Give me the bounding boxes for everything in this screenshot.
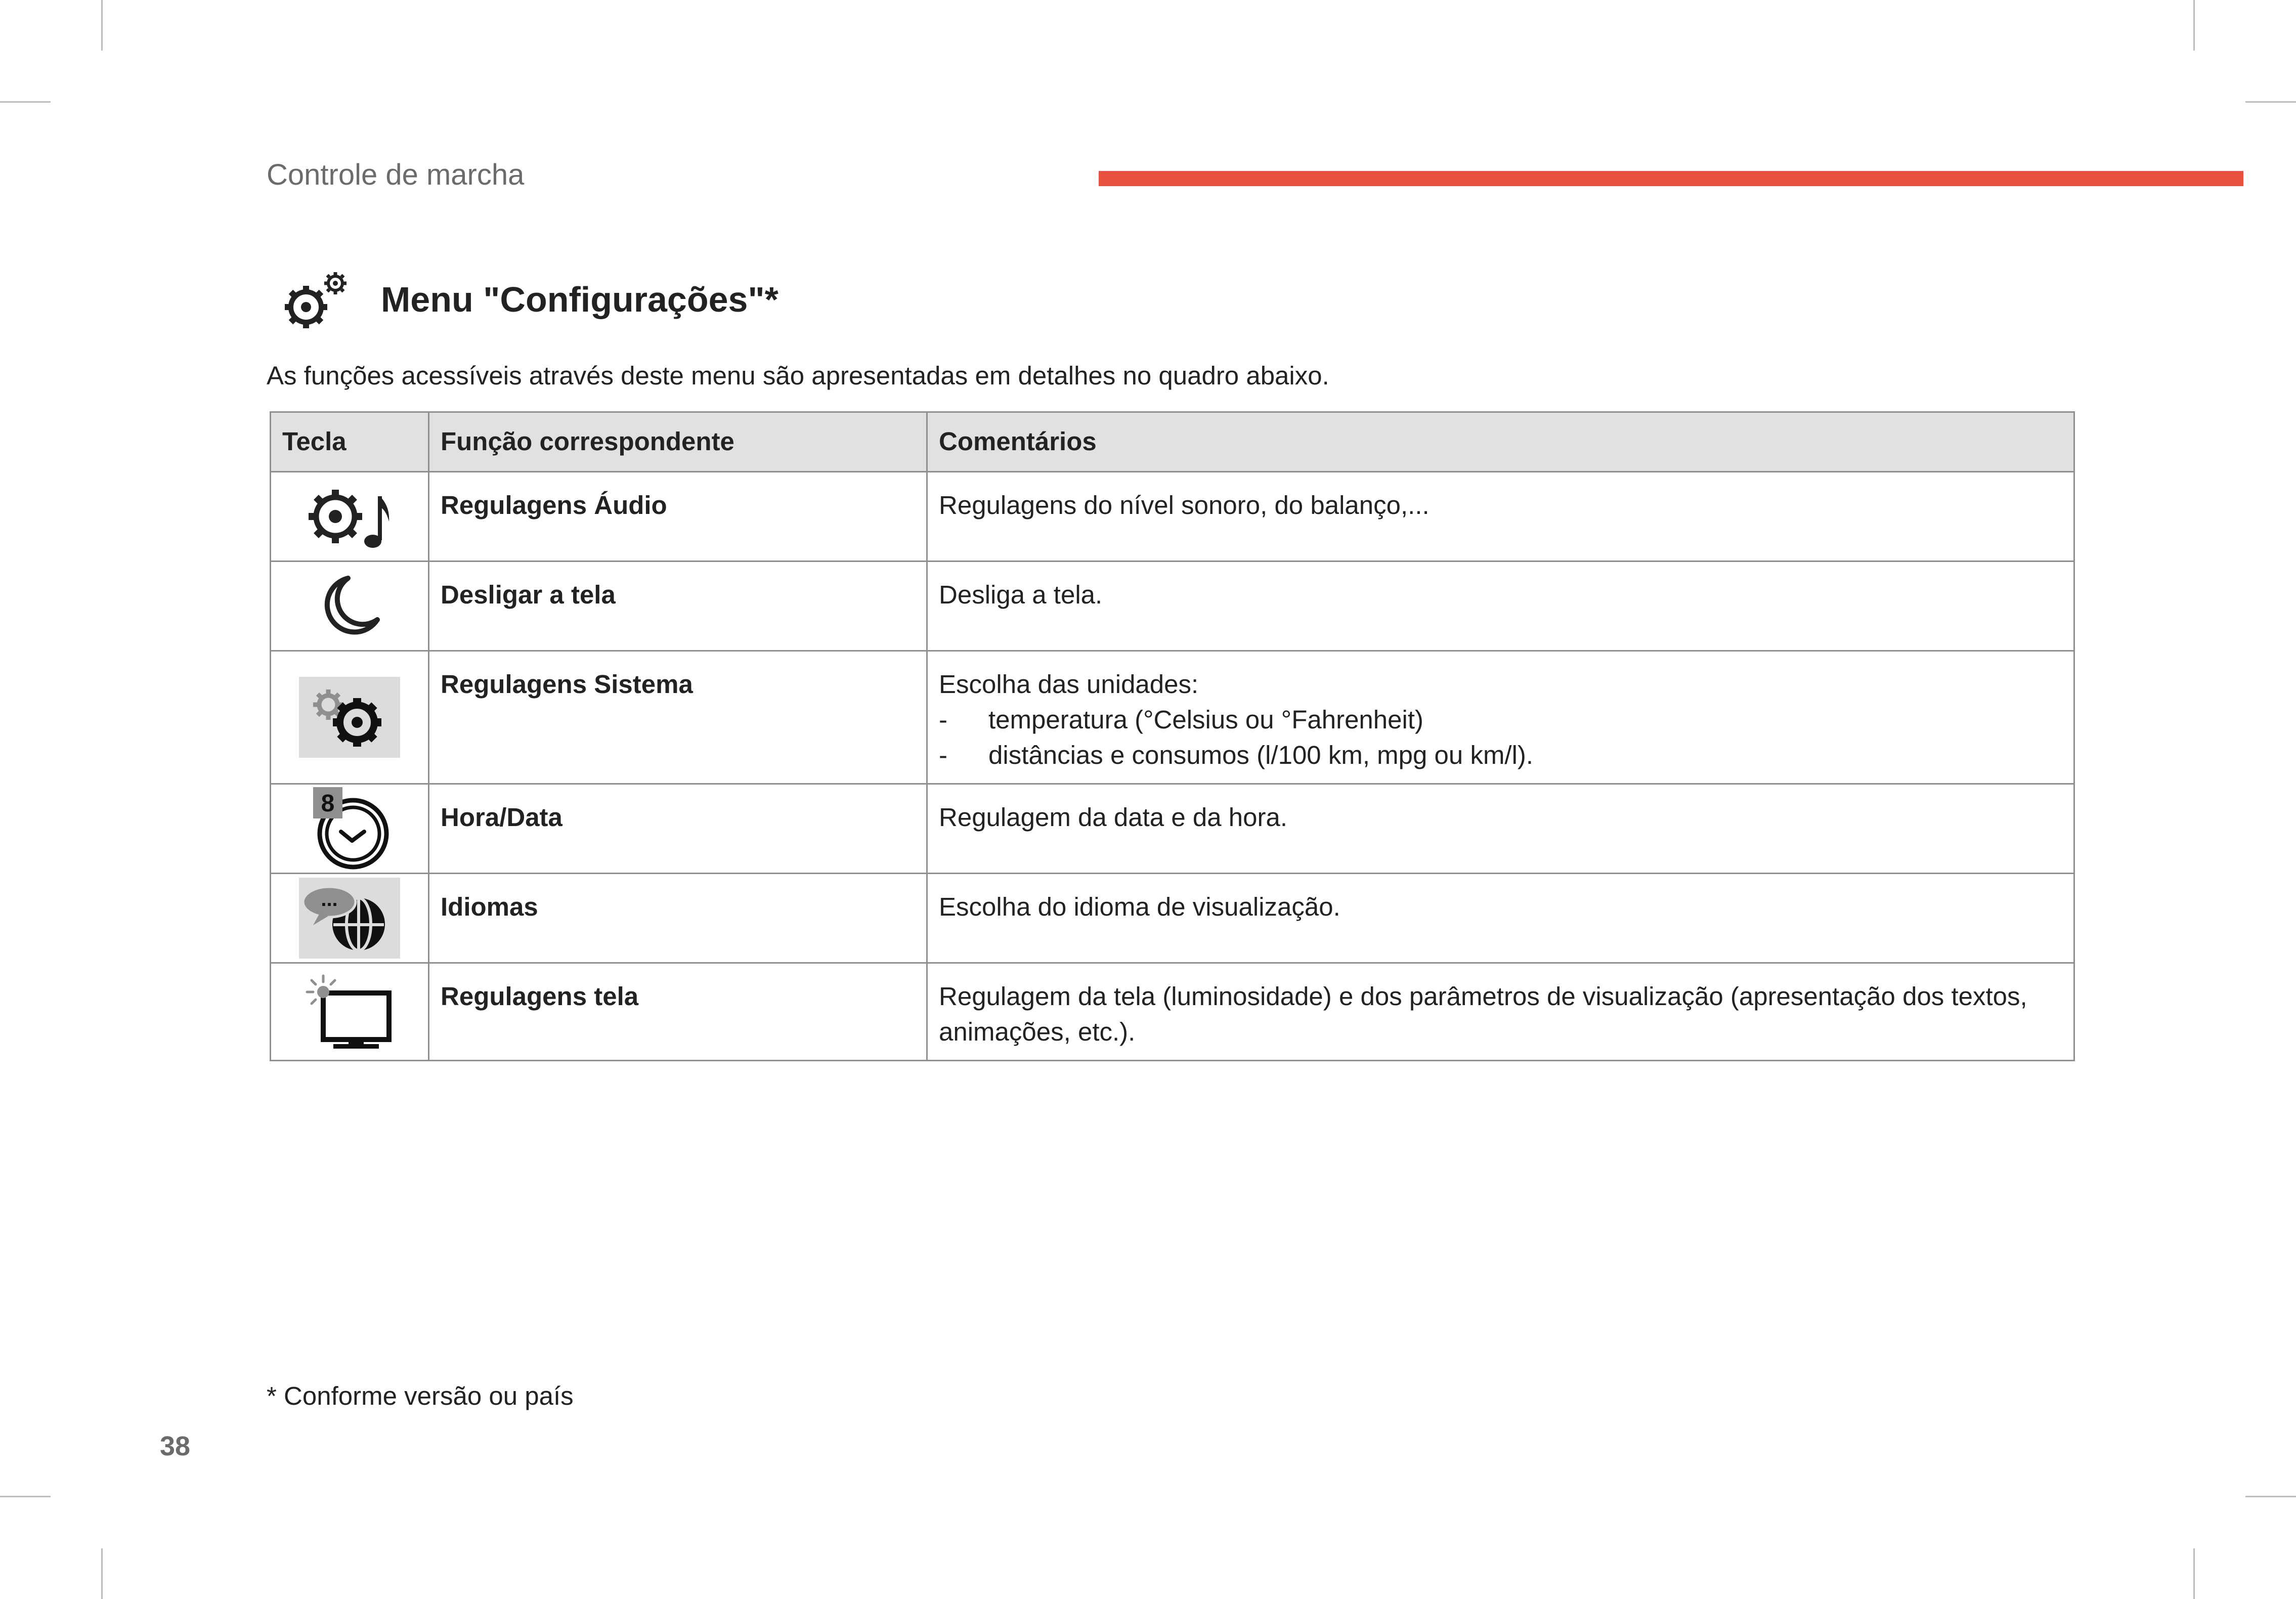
key-cell [271,874,429,963]
screen-brightness-icon [304,974,395,1050]
table-row [271,874,2074,963]
globe-speech-icon [299,878,400,959]
crop-mark [2193,0,2195,51]
key-cell [271,472,429,561]
menu-title: Menu "Configurações"* [381,280,778,319]
table-row [271,784,2074,874]
comment [927,651,2074,784]
comment: Regulagem da tela (luminosidade) e dos parâmetros de visualização (apresentação dos textos, animações, etc.). [927,963,2074,1061]
calendar-badge: 8 [321,790,335,817]
header-comments: Comentários [927,412,2074,472]
table-header-row [271,412,2074,472]
crop-mark [2193,1548,2195,1599]
function-name: Regulagens tela [429,963,927,1061]
bullet-item [939,738,2062,773]
speech-badge: ... [321,888,338,911]
settings-gears-icon [280,269,351,335]
crop-mark [101,1548,103,1599]
crop-mark [2245,1496,2296,1497]
comment: Escolha do idioma de visualização. [927,874,2074,963]
functions-table [270,411,2075,1061]
table-row [271,963,2074,1061]
page-number: 38 [160,1431,191,1461]
clock-calendar-icon [307,787,393,871]
system-settings-icon [299,677,400,758]
function-name: Regulagens Áudio [429,472,927,561]
crop-mark [101,0,103,51]
bullet-text: temperatura (°Celsius ou °Fahrenheit) [988,705,1424,734]
header-key: Tecla [271,412,429,472]
bullet-marker: - [939,705,947,734]
function-name: Hora/Data [429,784,927,874]
comment-text: Escolha das unidades: [939,670,1199,699]
comment: Regulagem da data e da hora. [927,784,2074,874]
table-row [271,561,2074,651]
table-row [271,651,2074,784]
crop-mark [0,101,51,103]
key-cell [271,784,429,874]
table-row [271,472,2074,561]
function-name: Idiomas [429,874,927,963]
comment: Desliga a tela. [927,561,2074,651]
key-cell [271,651,429,784]
comment: Regulagens do nível sonoro, do balanço,... [927,472,2074,561]
key-cell [271,963,429,1061]
bullet-marker: - [939,741,947,769]
footnote: * Conforme versão ou país [267,1381,574,1410]
function-name: Desligar a tela [429,561,927,651]
bullet-item [939,702,2062,738]
key-cell [271,561,429,651]
section-title: Controle de marcha [267,158,525,191]
moon-icon [317,573,382,639]
function-name: Regulagens Sistema [429,651,927,784]
crop-mark [2245,101,2296,103]
audio-settings-icon [304,479,395,554]
section-accent-bar [1099,171,2243,186]
menu-intro: As funções acessíveis através deste menu são apresentadas em detalhes no quadro abaixo. [267,361,1329,390]
crop-mark [0,1496,51,1497]
header-function: Função correspondente [429,412,927,472]
bullet-text: distâncias e consumos (l/100 km, mpg ou km/l). [988,741,1534,769]
